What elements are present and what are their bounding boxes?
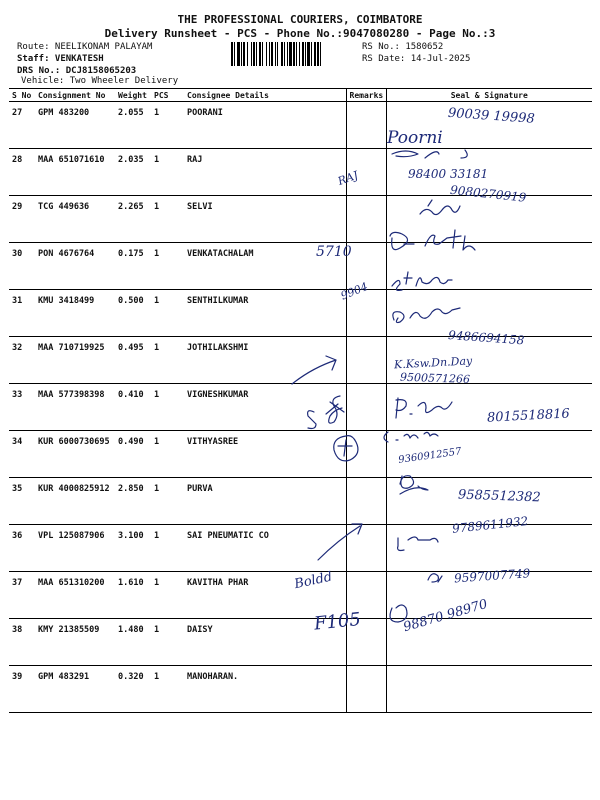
pcs: 1 bbox=[151, 196, 184, 243]
consignment-no: MAA 577398398 bbox=[35, 384, 115, 431]
consignee-name: VITHYASREE bbox=[184, 431, 346, 478]
table-header-row bbox=[9, 89, 592, 102]
pcs: 1 bbox=[151, 478, 184, 525]
table-row bbox=[9, 525, 592, 572]
handwritten-phone: 98870 98970 bbox=[401, 596, 490, 636]
barcode-bar bbox=[271, 42, 273, 66]
runsheet-title: Delivery Runsheet - PCS - Phone No.:9047080280 - Page No.:3 bbox=[104, 27, 496, 40]
barcode-bar bbox=[293, 42, 295, 66]
consignee-name: KAVITHA PHAR bbox=[184, 572, 346, 619]
handwritten-phone: 9585512382 bbox=[457, 487, 541, 506]
handwritten-remark: F105 bbox=[313, 608, 362, 635]
table-row bbox=[9, 619, 592, 666]
weight: 0.175 bbox=[115, 243, 151, 290]
weight: 3.100 bbox=[115, 525, 151, 572]
row-sno: 33 bbox=[9, 384, 35, 431]
runsheet-table bbox=[9, 88, 592, 713]
barcode-bar bbox=[253, 42, 255, 66]
weight: 0.490 bbox=[115, 431, 151, 478]
consignee-name: SAI PNEUMATIC CO bbox=[184, 525, 346, 572]
remarks-cell bbox=[346, 196, 386, 243]
signature-cell bbox=[386, 384, 592, 431]
signature: Poorni bbox=[387, 128, 443, 148]
col-remarks: Remarks bbox=[346, 89, 386, 102]
row-sno: 30 bbox=[9, 243, 35, 290]
barcode-bar bbox=[256, 42, 257, 66]
barcode-bar bbox=[251, 42, 252, 66]
row-sno: 39 bbox=[9, 666, 35, 713]
table-row bbox=[9, 431, 592, 478]
consignee-name: MANOHARAN. bbox=[184, 666, 346, 713]
handwritten-phone: 90039 19998 bbox=[447, 105, 536, 127]
barcode-bar bbox=[247, 42, 248, 66]
consignment-no: MAA 710719925 bbox=[35, 337, 115, 384]
barcode-bar bbox=[287, 42, 288, 66]
handwritten-phone: 98400 33181 bbox=[408, 167, 489, 181]
remarks-cell bbox=[346, 243, 386, 290]
consignee-name: JOTHILAKSHMI bbox=[184, 337, 346, 384]
consignment-no: TCG 449636 bbox=[35, 196, 115, 243]
drs-number: DRS No.: DCJ8158065203 bbox=[17, 66, 137, 76]
rs-date: RS Date: 14-Jul-2025 bbox=[362, 54, 471, 64]
weight: 1.480 bbox=[115, 619, 151, 666]
row-sno: 31 bbox=[9, 290, 35, 337]
remarks-cell bbox=[346, 572, 386, 619]
pcs: 1 bbox=[151, 337, 184, 384]
barcode-bar bbox=[275, 42, 276, 66]
consignment-no: MAA 651310200 bbox=[35, 572, 115, 619]
signature-cell bbox=[386, 290, 592, 337]
table-row bbox=[9, 290, 592, 337]
consignee-name: PURVA bbox=[184, 478, 346, 525]
signature-cell bbox=[386, 196, 592, 243]
weight: 0.320 bbox=[115, 666, 151, 713]
consignment-no: KUR 4000825912 bbox=[35, 478, 115, 525]
barcode-bar bbox=[269, 42, 270, 66]
consignment-no: GPM 483200 bbox=[35, 102, 115, 149]
table-row bbox=[9, 196, 592, 243]
col-consignment: Consignment No bbox=[35, 89, 115, 102]
barcode-bar bbox=[289, 42, 292, 66]
consignee-name: SENTHILKUMAR bbox=[184, 290, 346, 337]
pcs: 1 bbox=[151, 149, 184, 196]
pcs: 1 bbox=[151, 666, 184, 713]
remarks-cell bbox=[346, 102, 386, 149]
signature-cell bbox=[386, 431, 592, 478]
handwritten-remark: Boldd bbox=[293, 569, 334, 593]
weight: 2.055 bbox=[115, 102, 151, 149]
consignee-name: POORANI bbox=[184, 102, 346, 149]
remarks-cell bbox=[346, 525, 386, 572]
col-pcs: PCS bbox=[151, 89, 184, 102]
consignment-no: PON 4676764 bbox=[35, 243, 115, 290]
table-row bbox=[9, 478, 592, 525]
table-row bbox=[9, 149, 592, 196]
barcode-bar bbox=[231, 42, 233, 66]
remarks-cell bbox=[346, 337, 386, 384]
table-row bbox=[9, 102, 592, 149]
consignment-no: MAA 651071610 bbox=[35, 149, 115, 196]
consignment-no: KUR 6000730695 bbox=[35, 431, 115, 478]
handwritten-phone: 9597007749 bbox=[453, 566, 531, 586]
barcode-bar bbox=[311, 42, 312, 66]
vehicle: Vehicle: Two Wheeler Delivery bbox=[21, 76, 179, 86]
table-row bbox=[9, 337, 592, 384]
row-sno: 34 bbox=[9, 431, 35, 478]
weight: 0.500 bbox=[115, 290, 151, 337]
weight: 0.495 bbox=[115, 337, 151, 384]
consignee-name: VIGNESHKUMAR bbox=[184, 384, 346, 431]
signature-cell bbox=[386, 525, 592, 572]
barcode-bar bbox=[237, 42, 240, 66]
barcode-bar bbox=[259, 42, 261, 66]
barcode-bar bbox=[284, 42, 285, 66]
barcode-bar bbox=[281, 42, 283, 66]
handwritten-phone: 9080270919 bbox=[449, 182, 527, 205]
consignment-no: KMU 3418499 bbox=[35, 290, 115, 337]
barcode-bar bbox=[302, 42, 304, 66]
pcs: 1 bbox=[151, 102, 184, 149]
signature-cell bbox=[386, 149, 592, 196]
consignee-name: DAISY bbox=[184, 619, 346, 666]
handwritten-phone: 9500571266 bbox=[399, 370, 471, 387]
weight: 0.410 bbox=[115, 384, 151, 431]
barcode-bar bbox=[305, 42, 306, 66]
consignee-name: RAJ bbox=[184, 149, 346, 196]
barcode-bar bbox=[234, 42, 235, 66]
pcs: 1 bbox=[151, 431, 184, 478]
handwritten-phone: 9789611932 bbox=[451, 513, 529, 536]
col-signature: Seal & Signature bbox=[386, 89, 592, 102]
table-row bbox=[9, 243, 592, 290]
barcode-bar bbox=[296, 42, 297, 66]
remarks-cell bbox=[346, 290, 386, 337]
table-row bbox=[9, 572, 592, 619]
table-row bbox=[9, 384, 592, 431]
consignment-no: KMY 21385509 bbox=[35, 619, 115, 666]
col-weight: Weight bbox=[115, 89, 151, 102]
barcode-bar bbox=[277, 42, 278, 66]
remarks-cell bbox=[346, 149, 386, 196]
barcode-bar bbox=[243, 42, 245, 66]
pcs: 1 bbox=[151, 243, 184, 290]
barcode bbox=[231, 42, 356, 66]
col-sno: S No bbox=[9, 89, 35, 102]
barcode-bar bbox=[266, 42, 267, 66]
handwritten-remark: 9904 bbox=[338, 279, 370, 303]
remarks-cell bbox=[346, 384, 386, 431]
handwritten-remark: RAJ bbox=[336, 168, 360, 188]
signature-cell bbox=[386, 337, 592, 387]
barcode-bar bbox=[262, 42, 263, 66]
signature-cell bbox=[386, 243, 592, 290]
remarks-cell bbox=[346, 666, 386, 713]
table-row bbox=[9, 666, 592, 713]
pcs: 1 bbox=[151, 619, 184, 666]
barcode-bar bbox=[241, 42, 242, 66]
handwritten-phone: 9360912557 bbox=[397, 446, 463, 466]
handwritten-phone: 9486694158 bbox=[447, 328, 525, 348]
signature-cell bbox=[386, 102, 592, 149]
staff: Staff: VENKATESH bbox=[17, 54, 104, 64]
barcode-bar bbox=[299, 42, 300, 66]
remarks-cell bbox=[346, 431, 386, 478]
handwritten-remark: 5710 bbox=[316, 244, 352, 260]
weight: 2.265 bbox=[115, 196, 151, 243]
signature-cell bbox=[386, 619, 592, 666]
row-sno: 37 bbox=[9, 572, 35, 619]
row-sno: 28 bbox=[9, 149, 35, 196]
signature-cell bbox=[386, 572, 592, 619]
signature: K.Ksw.Dn.Day bbox=[393, 354, 473, 372]
consignee-name: VENKATACHALAM bbox=[184, 243, 346, 290]
pcs: 1 bbox=[151, 572, 184, 619]
row-sno: 36 bbox=[9, 525, 35, 572]
pcs: 1 bbox=[151, 525, 184, 572]
rs-number: RS No.: 1580652 bbox=[362, 42, 444, 52]
consignment-no: VPL 125087906 bbox=[35, 525, 115, 572]
pcs: 1 bbox=[151, 290, 184, 337]
row-sno: 29 bbox=[9, 196, 35, 243]
barcode-bar bbox=[307, 42, 310, 66]
consignment-no: GPM 483291 bbox=[35, 666, 115, 713]
route: Route: NEELIKONAM PALAYAM bbox=[17, 42, 153, 52]
weight: 1.610 bbox=[115, 572, 151, 619]
col-consignee: Consignee Details bbox=[184, 89, 346, 102]
company-name: THE PROFESSIONAL COURIERS, COIMBATORE bbox=[177, 13, 423, 26]
weight: 2.850 bbox=[115, 478, 151, 525]
barcode-bar bbox=[314, 42, 316, 66]
handwritten-phone: 8015518816 bbox=[486, 406, 571, 426]
consignee-name: SELVI bbox=[184, 196, 346, 243]
pcs: 1 bbox=[151, 384, 184, 431]
weight: 2.035 bbox=[115, 149, 151, 196]
row-sno: 35 bbox=[9, 478, 35, 525]
row-sno: 32 bbox=[9, 337, 35, 384]
remarks-cell bbox=[346, 478, 386, 525]
barcode-bar bbox=[317, 42, 319, 66]
signature-cell bbox=[386, 666, 592, 713]
signature-cell bbox=[386, 478, 592, 525]
remarks-cell bbox=[346, 619, 386, 666]
barcode-bar bbox=[320, 42, 321, 66]
row-sno: 38 bbox=[9, 619, 35, 666]
row-sno: 27 bbox=[9, 102, 35, 149]
